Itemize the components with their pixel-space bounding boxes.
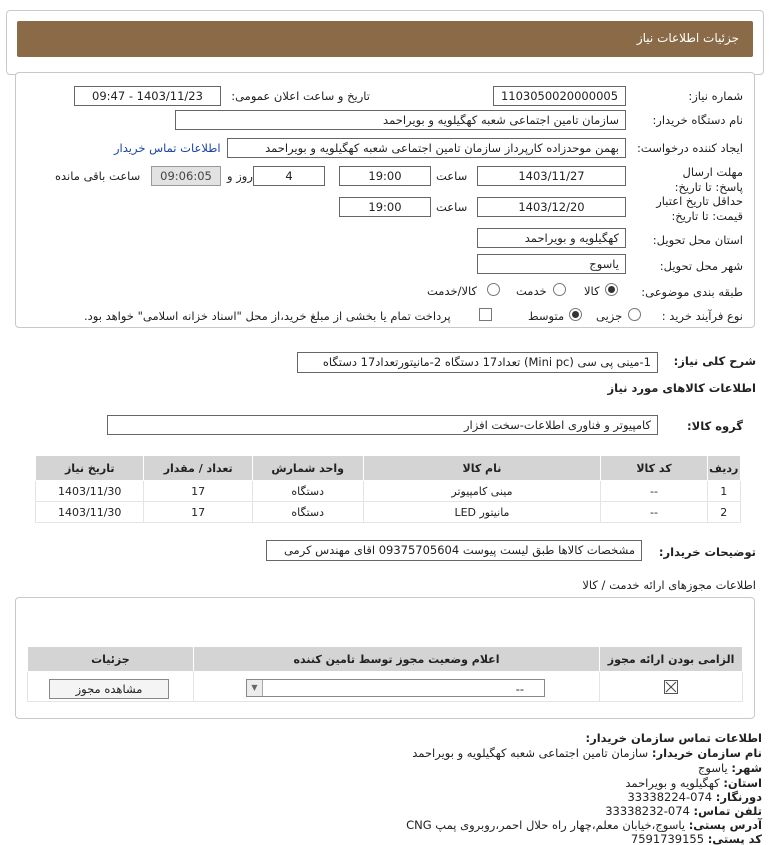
license-status-value: -- xyxy=(515,682,524,696)
col-code-header: کد کالا xyxy=(601,456,707,481)
contact-phone-value: 074-33338232 xyxy=(605,804,690,818)
license-status-select[interactable] xyxy=(246,679,545,697)
cell-date: 1403/11/30 xyxy=(36,481,144,502)
description-field[interactable]: 1-مینی پی سی (Mini pc) تعداد17 دستگاه 2-مانیتورتعداد17 دستگاه xyxy=(297,352,658,373)
cell-unit: دستگاه xyxy=(252,502,363,523)
cell-row: 1 xyxy=(707,481,740,502)
process-radio-minor[interactable] xyxy=(628,308,641,321)
category-option-goods: کالا xyxy=(584,284,600,298)
contact-province xyxy=(625,776,762,790)
validity-label: حداقل تاریخ اعتبار قیمت: تا تاریخ: xyxy=(656,194,743,223)
category-radio-goods[interactable] xyxy=(605,283,618,296)
table-row xyxy=(36,481,741,502)
delivery-province-label: استان محل تحویل: xyxy=(652,233,743,247)
view-license-button[interactable]: مشاهده مجوز xyxy=(49,679,169,699)
days-field[interactable]: 4 xyxy=(253,166,325,186)
col-qty-header: تعداد / مقدار xyxy=(144,456,252,481)
col-unit-header: واحد شمارش xyxy=(252,456,363,481)
validity-time-field[interactable]: 19:00 xyxy=(339,197,431,217)
cell-code: -- xyxy=(601,481,707,502)
contact-city-label: شهر: xyxy=(731,761,762,775)
contact-fax xyxy=(627,790,762,804)
treasury-payment-note: پرداخت تمام یا بخشی از مبلغ خرید،از محل "اسناد خزانه اسلامی" خواهد بود. xyxy=(84,309,451,323)
buyer-notes-field[interactable]: مشخصات کالاها طبق لیست پیوست 09375705604 اقای مهندس کرمی xyxy=(266,540,642,561)
goods-group-field[interactable]: کامپیوتر و فناوری اطلاعات-سخت افزار xyxy=(107,415,658,435)
process-radio-medium[interactable] xyxy=(569,308,582,321)
cell-unit: دستگاه xyxy=(252,481,363,502)
contact-postal xyxy=(631,832,762,845)
contact-province-label: استان: xyxy=(723,776,762,790)
contact-postal-label: کد پستی: xyxy=(707,832,762,845)
checkbox-crossed-icon[interactable] xyxy=(664,680,678,694)
contact-address-value: یاسوج،خیابان معلم،چهار راه حلال احمر،روبروی پمپ CNG xyxy=(406,818,686,832)
chevron-down-icon[interactable]: ▼ xyxy=(247,680,263,696)
process-option-minor: جزیی xyxy=(596,309,623,323)
delivery-city-label: شهر محل تحویل: xyxy=(659,259,743,273)
contact-city-value: یاسوج xyxy=(697,761,728,775)
reply-deadline-label: مهلت ارسال پاسخ: تا تاریخ: xyxy=(674,165,743,194)
contact-org-label: نام سازمان خریدار: xyxy=(651,746,762,760)
licenses-table-header xyxy=(28,647,743,672)
category-radio-both[interactable] xyxy=(487,283,500,296)
reply-time-field[interactable]: 19:00 xyxy=(339,166,431,186)
contact-province-value: کهگیلویه و بویراحمد xyxy=(625,776,720,790)
buyer-notes-label: توضیحات خریدار: xyxy=(658,545,756,559)
creator-label: ایجاد کننده درخواست: xyxy=(637,141,743,155)
reply-date-field[interactable]: 1403/11/27 xyxy=(477,166,626,186)
contact-city xyxy=(698,761,762,775)
category-option-service: خدمت xyxy=(516,284,547,298)
validity-date-field[interactable]: 1403/12/20 xyxy=(477,197,626,217)
contact-title: اطلاعات تماس سازمان خریدار: xyxy=(585,731,762,745)
treasury-payment-checkbox[interactable] xyxy=(479,308,492,321)
col-name-header: نام کالا xyxy=(363,456,601,481)
cell-qty: 17 xyxy=(144,481,252,502)
col-row-header: ردیف xyxy=(707,456,740,481)
col-required-header: الزامی بودن ارائه مجوز xyxy=(600,647,743,672)
contact-fax-value: 074-33338224 xyxy=(627,790,713,804)
cell-row: 2 xyxy=(707,502,740,523)
cell-qty: 17 xyxy=(144,502,252,523)
col-details-header: جزئیات xyxy=(28,647,194,672)
remaining-time-field: 09:06:05 xyxy=(151,166,221,186)
process-label: نوع فرآیند خرید : xyxy=(661,309,743,323)
cell-code: -- xyxy=(601,502,707,523)
cell-name: مینی کامپیوتر xyxy=(363,481,601,502)
goods-section-title: اطلاعات کالاهای مورد نیاز xyxy=(607,381,756,395)
reply-time-label: ساعت xyxy=(436,169,468,183)
announce-label: تاریخ و ساعت اعلان عمومی: xyxy=(231,89,370,103)
announce-field[interactable]: 1403/11/23 - 09:47 xyxy=(74,86,221,106)
need-number-field[interactable]: 1103050020000005 xyxy=(493,86,626,106)
header-frame xyxy=(6,10,764,75)
days-label: روز و xyxy=(227,169,253,183)
contact-fax-label: دورنگار: xyxy=(715,790,762,804)
goods-table xyxy=(35,455,741,523)
cell-date: 1403/11/30 xyxy=(36,502,144,523)
contact-org-value: سازمان تامین اجتماعی شعبه کهگیلویه و بویراحمد xyxy=(412,746,649,760)
validity-time-label: ساعت xyxy=(436,200,468,214)
category-option-both: کالا/خدمت xyxy=(427,284,478,298)
col-status-header: اعلام وضعیت مجوز توسط تامین کننده xyxy=(193,647,599,672)
description-label: شرح کلی نیاز: xyxy=(673,354,756,368)
category-radio-service[interactable] xyxy=(553,283,566,296)
need-number-label: شماره نیاز: xyxy=(688,89,743,103)
buyer-org-label: نام دستگاه خریدار: xyxy=(652,113,743,127)
process-option-medium: متوسط xyxy=(528,309,565,323)
table-row xyxy=(36,502,741,523)
col-date-header: تاریخ نیاز xyxy=(36,456,144,481)
contact-postal-value: 7591739155 xyxy=(630,832,705,845)
contact-address xyxy=(406,818,762,832)
contact-phone xyxy=(605,804,762,818)
cell-name: مانیتور LED xyxy=(363,502,601,523)
goods-group-label: گروه کالا: xyxy=(687,419,743,433)
goods-table-header xyxy=(36,456,741,481)
page-title: جزئیات اطلاعات نیاز xyxy=(17,21,753,57)
buyer-contact-link[interactable]: اطلاعات تماس خریدار xyxy=(114,141,221,155)
licenses-section-title: اطلاعات مجوزهای ارائه خدمت / کالا xyxy=(582,578,756,592)
contact-address-label: آدرس پستی: xyxy=(688,818,762,832)
remaining-label: ساعت باقی مانده xyxy=(55,169,141,183)
category-label: طبقه بندی موضوعی: xyxy=(641,285,743,299)
contact-phone-label: تلفن تماس: xyxy=(693,804,762,818)
buyer-org-field[interactable]: سازمان تامین اجتماعی شعبه کهگیلویه و بویراحمد xyxy=(175,110,626,130)
creator-field[interactable]: بهمن موحدزاده کارپرداز سازمان تامین اجتماعی شعبه کهگیلویه و بویراحمد xyxy=(227,138,626,158)
delivery-city-field[interactable]: یاسوج xyxy=(477,254,626,274)
delivery-province-field[interactable]: کهگیلویه و بویراحمد xyxy=(477,228,626,248)
contact-org xyxy=(412,746,762,760)
